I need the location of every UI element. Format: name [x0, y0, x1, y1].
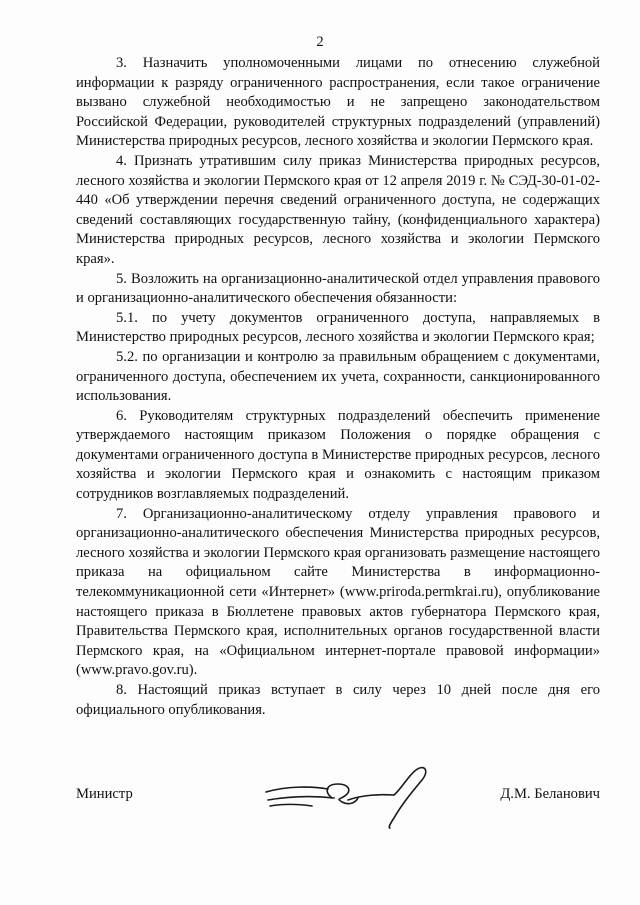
- document-body: [76, 54, 600, 720]
- paragraph-5-1: 5.1. по учету документов ограниченного доступа, направляемых в Министерство природных ресурсов, лесного хозяйства и экологии Пермского края;: [76, 309, 600, 346]
- paragraph-8: 8. Настоящий приказ вступает в силу через 10 дней после дня его официального опубликования.: [76, 682, 600, 718]
- paragraph-6: 6. Руководителям структурных подразделений обеспечить применение утверждаемого настоящим приказом Положения о порядке обращения с документами ограниченного доступа в Министерстве природных ресурсов, лесного хозяйства и экологии Пермского края и ознакомить с настоящим приказом сотрудников возглавляемых подразделений.: [76, 407, 600, 503]
- paragraph-7: 7. Организационно-аналитическому отделу управления правового и организационно-аналитического обеспечения Министерства природных ресурсов, лесного хозяйства и экологии Пермского края организовать размещение настоящего приказа на официальном сайте Министерства в информационно-телекоммуникационной сети «Интернет» (www.priroda.permkrai.ru), опубликование настоящего приказа в Бюллетене правовых актов губернатора Пермского края, Правительства Пермского края, исполнительных органов государственной власти Пермского края, на «Официальном интернет-портале правовой информации» (www.pravo.gov.ru).: [76, 505, 600, 679]
- signature-block: [76, 786, 600, 816]
- signer-name: Д.М. Беланович: [500, 786, 600, 802]
- page-number: 2: [316, 34, 324, 50]
- paragraph-5: 5. Возложить на организационно-аналитической отдел управления правового и организационно-аналитического обеспечения обязанности:: [76, 270, 600, 307]
- paragraph-5-2: 5.2. по организации и контролю за правильным обращением с документами, ограниченного доступа, обеспечением их учета, сохранности, санкционированного использования.: [76, 348, 600, 405]
- signer-title: Министр: [76, 786, 133, 802]
- paragraph-3: 3. Назначить уполномоченными лицами по отнесению служебной информации к разряду ограниченного распространения, если такое ограничение вызвано служебной необходимостью и не запрещено законодательством Российской Федерации, руководителей структурных подразделений (управлений) Министерства природных ресурсов, лесного хозяйства и экологии Пермского края.: [76, 55, 600, 150]
- paragraph-4: 4. Признать утратившим силу приказ Министерства природных ресурсов, лесного хозяйства и экологии Пермского края от 12 апреля 2019 г. № СЭД-30-01-02-440 «Об утверждении перечня сведений ограниченного доступа, не содержащих сведений составляющих государственную тайну, (конфиденциального характера) Министерства природных ресурсов, лесного хозяйства и экологии Пермского края».: [76, 152, 600, 267]
